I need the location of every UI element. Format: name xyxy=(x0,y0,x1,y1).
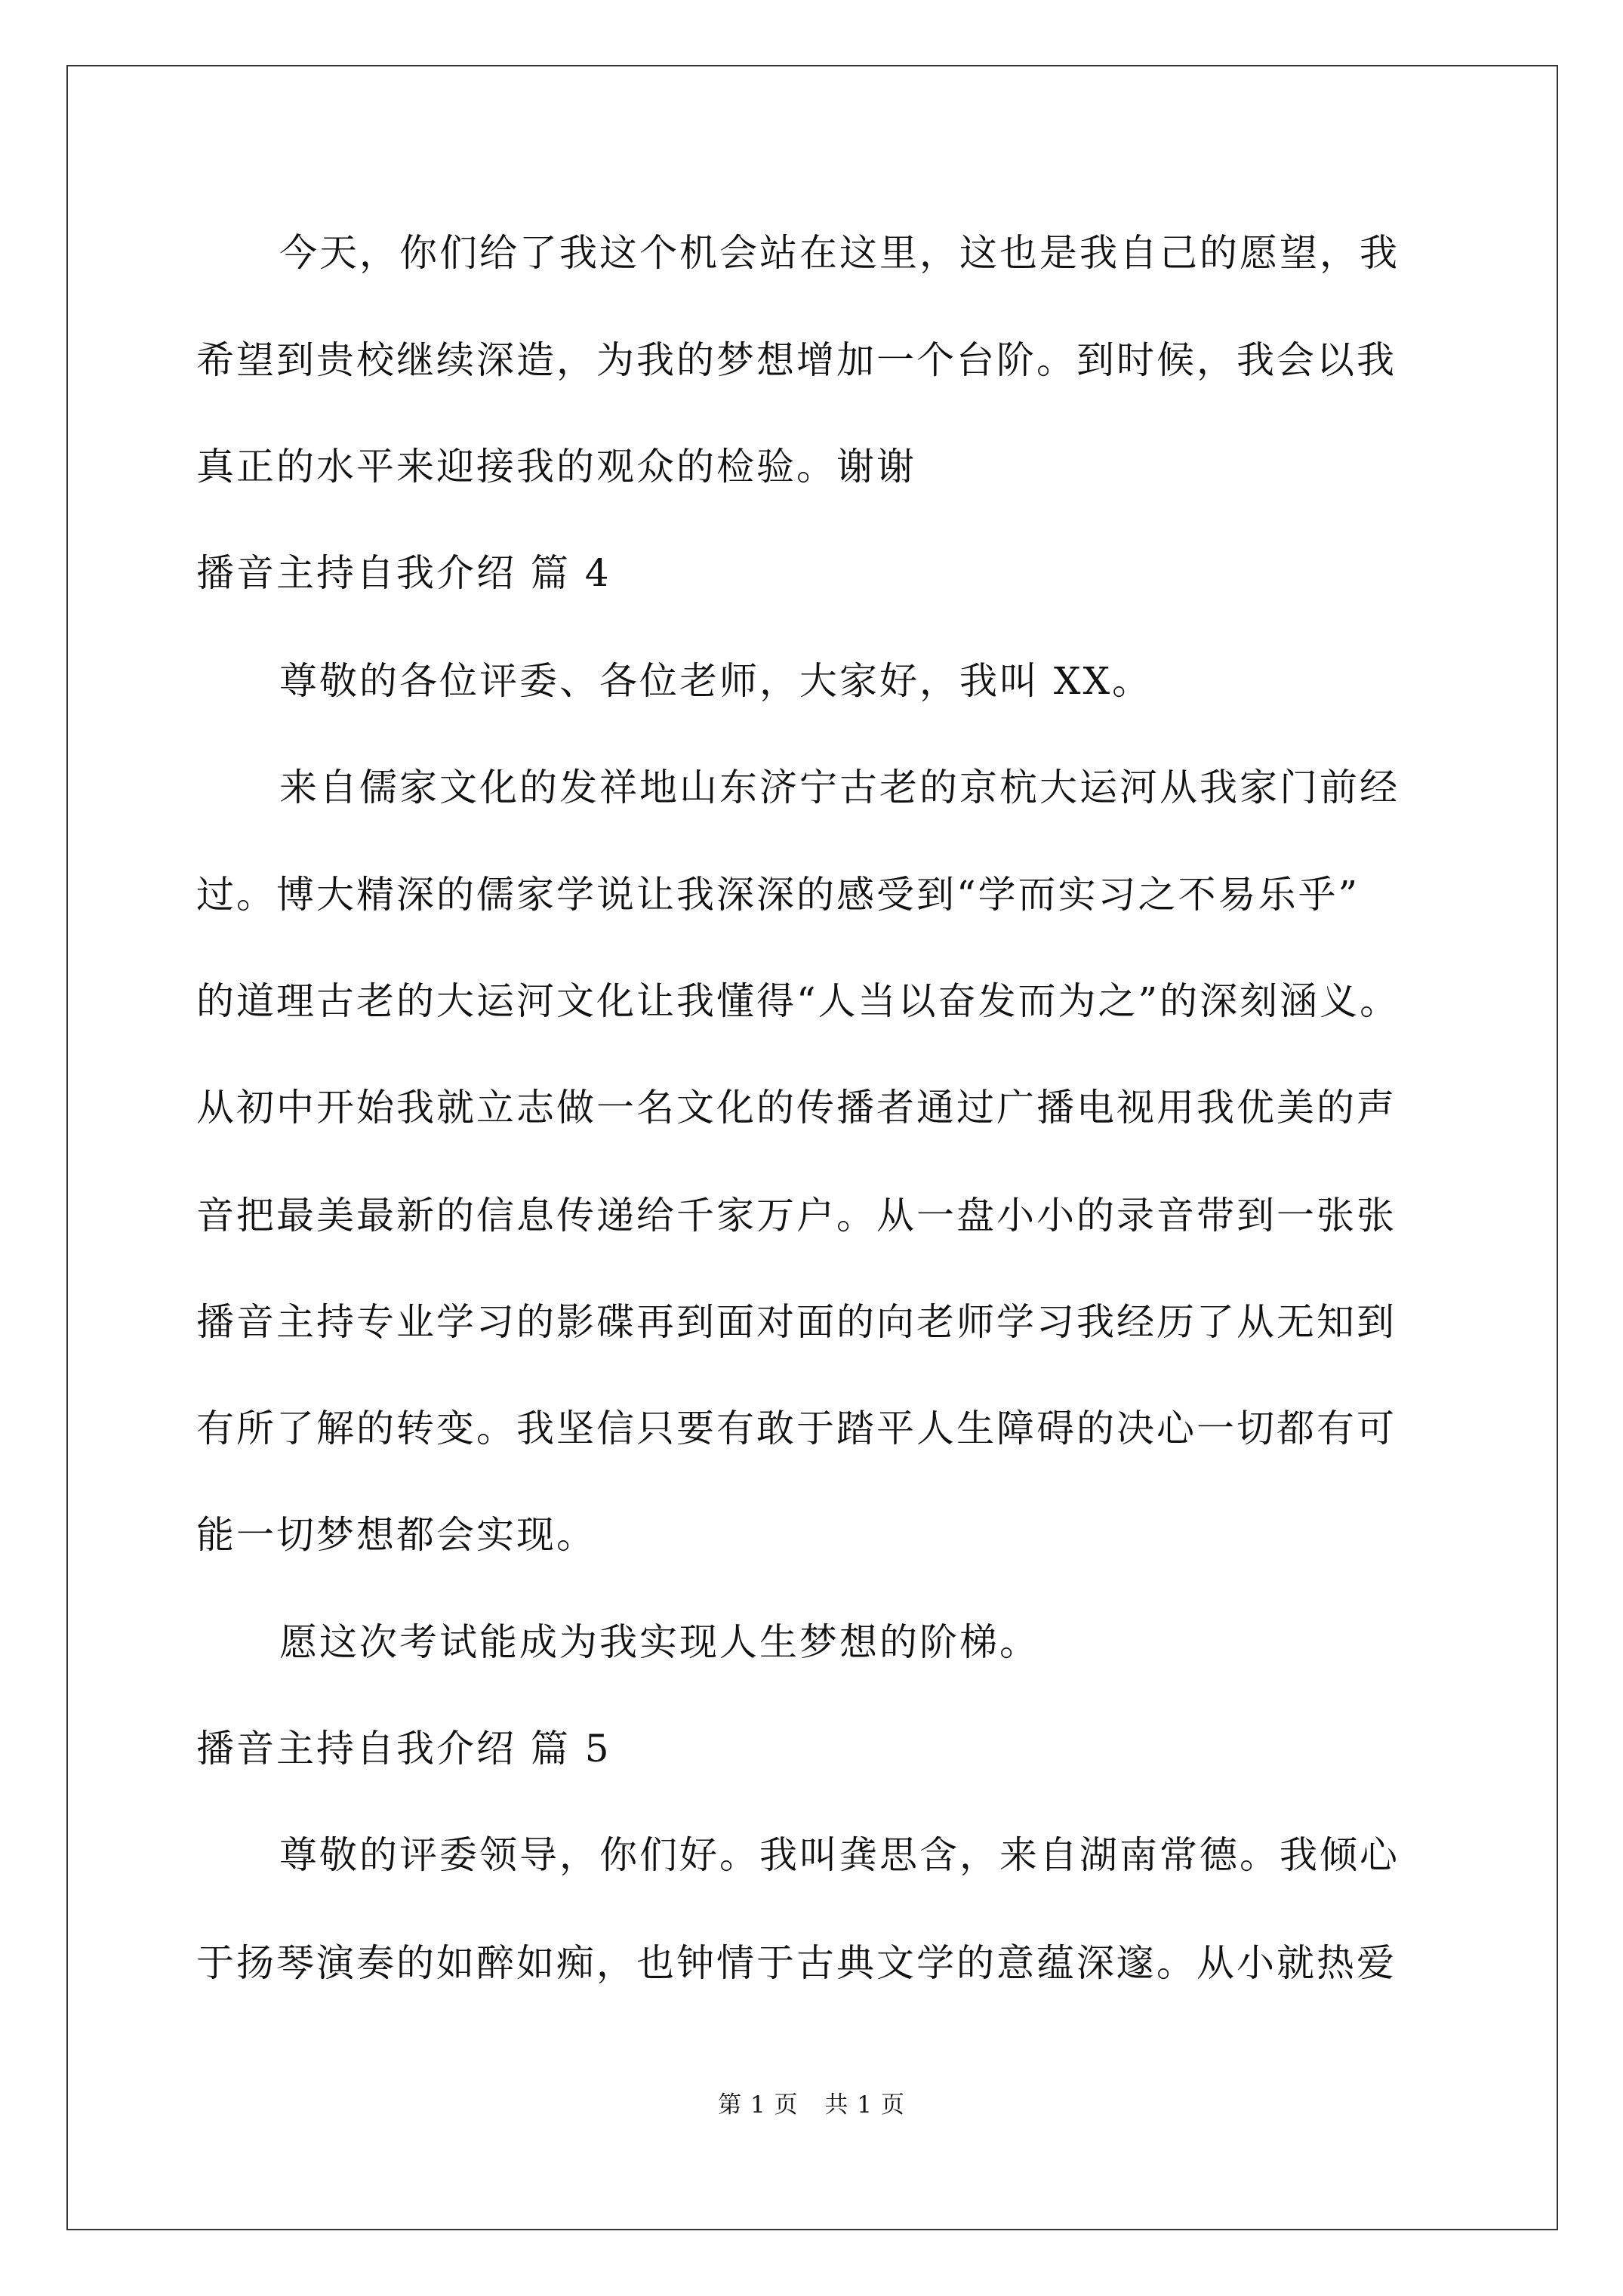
paragraph-line: 播音主持专业学习的影碟再到面对面的向老师学习我经历了从无知到 xyxy=(196,1300,1397,1344)
page-footer xyxy=(0,2090,1623,2120)
paragraph-line: 过。博大精深的儒家学说让我深深的感受到“学而实习之不易乐乎” xyxy=(196,873,1360,917)
page-total: 共 1 页 xyxy=(824,2091,905,2119)
paragraph-line: 的道理古老的大运河文化让我懂得“人当以奋发而为之”的深刻涵义。 xyxy=(196,979,1400,1023)
paragraph-line: 今天，你们给了我这个机会站在这里，这也是我自己的愿望，我 xyxy=(279,231,1400,275)
paragraph-line: 能一切梦想都会实现。 xyxy=(196,1513,596,1557)
paragraph-line: 希望到贵校继续深造，为我的梦想增加一个台阶。到时候，我会以我 xyxy=(196,338,1397,382)
paragraph-line: 于扬琴演奏的如醉如痴，也钟情于古典文学的意蕴深邃。从小就热爱 xyxy=(196,1941,1397,1985)
paragraph-line: 来自儒家文化的发祥地山东济宁古老的京杭大运河从我家门前经 xyxy=(279,766,1400,809)
page-border xyxy=(66,65,1558,2230)
paragraph-line: 愿这次考试能成为我实现人生梦想的阶梯。 xyxy=(279,1620,1039,1664)
page-number: 第 1 页 xyxy=(718,2091,799,2119)
paragraph-line: 真正的水平来迎接我的观众的检验。谢谢 xyxy=(196,445,916,488)
paragraph-line: 从初中开始我就立志做一名文化的传播者通过广播电视用我优美的声 xyxy=(196,1086,1397,1130)
paragraph-line: 尊敬的评委领导，你们好。我叫龚思含，来自湖南常德。我倾心 xyxy=(279,1833,1400,1877)
paragraph-line: 尊敬的各位评委、各位老师，大家好，我叫 XX。 xyxy=(279,659,1153,703)
section-heading: 播音主持自我介绍 篇 4 xyxy=(196,551,611,595)
paragraph-line: 音把最美最新的信息传递给千家万户。从一盘小小的录音带到一张张 xyxy=(196,1194,1397,1237)
section-heading: 播音主持自我介绍 篇 5 xyxy=(196,1727,611,1771)
paragraph-line: 有所了解的转变。我坚信只要有敢于踏平人生障碍的决心一切都有可 xyxy=(196,1407,1397,1450)
